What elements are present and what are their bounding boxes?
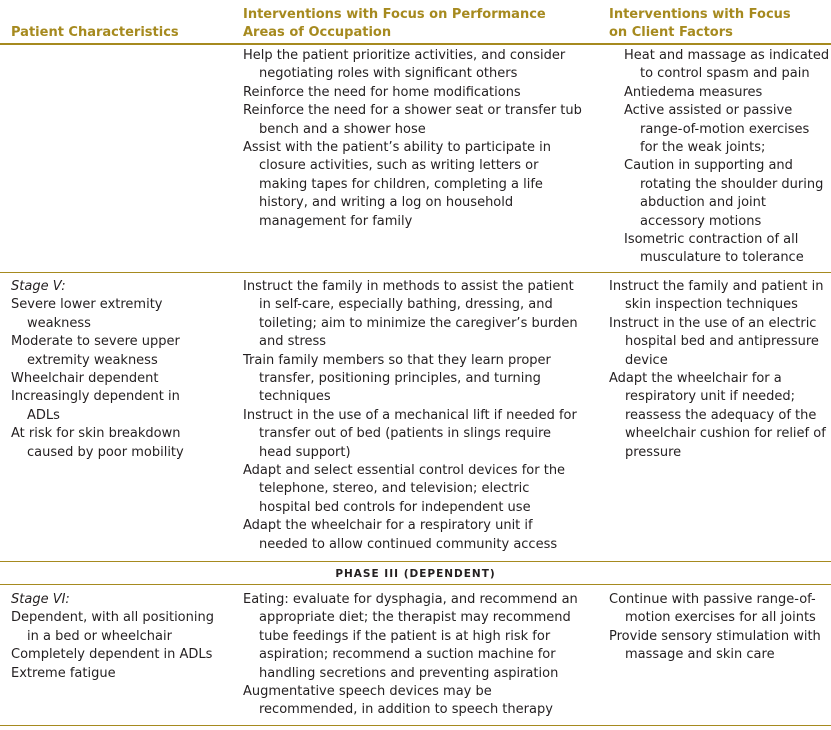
list-item: Help the patient prioritize activities, and consider negotiating roles with significant others xyxy=(243,48,566,82)
row2-characteristics-cell xyxy=(11,278,216,462)
header-occupation-line2: Areas of Occupation xyxy=(243,25,392,40)
list-item: Instruct in the use of a mechanical lift if needed for transfer out of bed (patients in slings require head support) xyxy=(243,407,577,460)
list-item: Instruct in the use of an electric hospital bed and antipressure device xyxy=(609,315,819,368)
list-item: Instruct the family and patient in skin inspection techniques xyxy=(609,279,824,313)
stage-label: Stage V: xyxy=(11,279,66,294)
row-divider xyxy=(0,272,831,273)
list-item: Assist with the patient’s ability to participate in closure activities, such as writing letters or making tapes for children, completing a life history, and writing a log on household management for family xyxy=(243,140,552,229)
header-occupation-line1: Interventions with Focus on Performance xyxy=(243,7,546,22)
row2-client-cell xyxy=(609,278,830,462)
list-item: Antiedema measures xyxy=(624,84,763,100)
list-item: Reinforce the need for home modifications xyxy=(243,84,521,100)
table-bottom-rule xyxy=(0,725,831,726)
list-item: Augmentative speech devices may be recommended, in addition to speech therapy xyxy=(243,684,553,718)
row3-occupation-cell xyxy=(243,591,583,720)
header-client-line1: Interventions with Focus xyxy=(609,7,791,22)
list-item: Adapt the wheelchair for a respiratory unit if needed; reassess the adequacy of the wheelchair cushion for relief of pressure xyxy=(609,371,826,460)
header-rule xyxy=(0,43,831,45)
list-item: Heat and massage as indicated to control spasm and pain xyxy=(624,48,830,82)
list-item: Caution in supporting and rotating the shoulder during abduction and joint accessory motions xyxy=(624,158,824,229)
list-item: Instruct the family in methods to assist the patient in self-care, especially bathing, dressing, and toileting; aim to minimize the caregiver’s burden and stress xyxy=(243,279,578,350)
row3-client-cell xyxy=(609,591,830,665)
row2-occupation-cell xyxy=(243,278,583,554)
list-item: Active assisted or passive range-of-motion exercises for the weak joints; xyxy=(624,103,810,156)
row1-occupation-cell xyxy=(243,47,583,231)
list-item: Increasingly dependent in ADLs xyxy=(11,389,180,423)
list-item: Isometric contraction of all musculature to tolerance xyxy=(624,232,804,266)
list-item: At risk for skin breakdown caused by poor mobility xyxy=(11,426,184,460)
row-divider xyxy=(0,584,831,585)
list-item: Severe lower extremity weakness xyxy=(11,297,163,331)
list-item: Moderate to severe upper extremity weakness xyxy=(11,334,180,368)
list-item: Eating: evaluate for dysphagia, and recommend an appropriate diet; the therapist may recommend tube feedings if the patient is at high risk for aspiration; recommend a suction machine for handling secretions and preventing aspiration xyxy=(243,592,578,681)
list-item: Continue with passive range-of-motion exercises for all joints xyxy=(609,592,816,626)
header-occupation xyxy=(243,6,546,42)
stage-label: Stage VI: xyxy=(11,592,70,607)
header-client-factors xyxy=(609,6,791,42)
list-item: Adapt and select essential control devices for the telephone, stereo, and television; electric hospital bed controls for independent use xyxy=(243,463,566,515)
row-divider xyxy=(0,561,831,562)
list-item: Reinforce the need for a shower seat or transfer tub bench and a shower hose xyxy=(243,103,582,137)
list-item: Adapt the wheelchair for a respiratory unit if needed to allow continued community access xyxy=(243,518,558,552)
header-client-line2: on Client Factors xyxy=(609,25,733,40)
list-item: Provide sensory stimulation with massage and skin care xyxy=(609,628,821,663)
list-item: Wheelchair dependent xyxy=(11,371,159,387)
header-patient-characteristics: Patient Characteristics xyxy=(11,25,179,40)
phase-label: PHASE III (DEPENDENT) xyxy=(335,568,496,580)
list-item: Extreme fatigue xyxy=(11,665,116,681)
list-item: Completely dependent in ADLs xyxy=(11,647,213,663)
list-item: Train family members so that they learn proper transfer, positioning principles, and turning techniques xyxy=(243,352,551,405)
list-item: Dependent, with all positioning in a bed or wheelchair xyxy=(11,610,214,644)
row3-characteristics-cell xyxy=(11,591,216,683)
row1-client-cell xyxy=(624,47,830,268)
